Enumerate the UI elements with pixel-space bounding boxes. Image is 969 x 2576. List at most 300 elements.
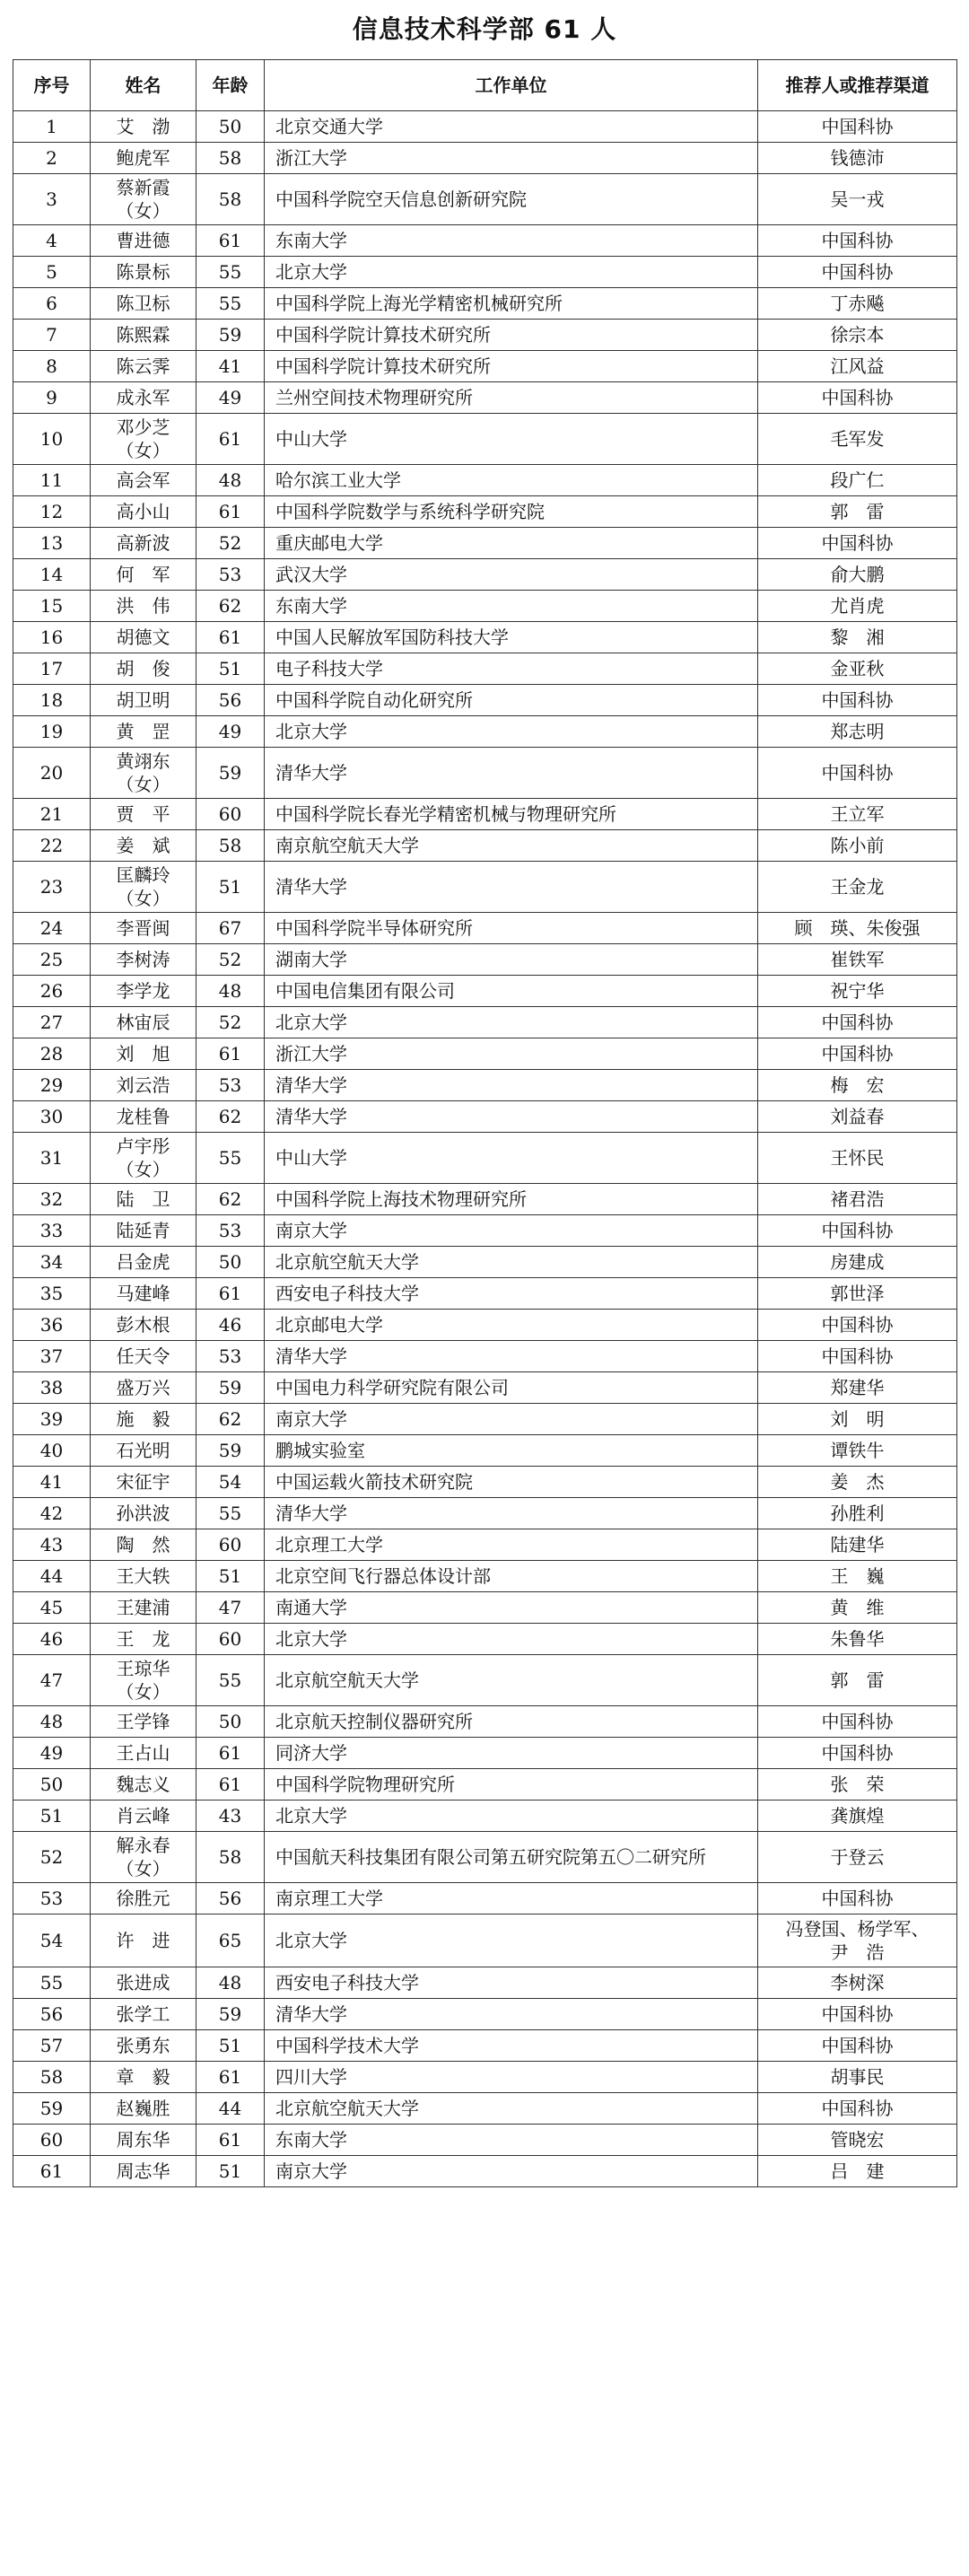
cell-unit: 北京大学 (265, 1624, 758, 1655)
cell-unit: 东南大学 (265, 225, 758, 257)
cell-name: 蔡新霞 （女） (91, 174, 196, 225)
cell-no: 33 (13, 1215, 91, 1247)
cell-no: 25 (13, 944, 91, 976)
cell-unit: 北京大学 (265, 716, 758, 748)
cell-age: 60 (196, 1624, 265, 1655)
cell-unit: 中国科学院数学与系统科学研究院 (265, 496, 758, 528)
table-row (13, 1738, 957, 1769)
cell-recommender: 黄 维 (758, 1592, 957, 1624)
cell-no: 37 (13, 1341, 91, 1372)
cell-name: 黄 罡 (91, 716, 196, 748)
cell-unit: 兰州空间技术物理研究所 (265, 382, 758, 414)
cell-no: 42 (13, 1498, 91, 1529)
cell-unit: 东南大学 (265, 591, 758, 622)
cell-name: 魏志义 (91, 1769, 196, 1801)
cell-unit: 北京航空航天大学 (265, 1247, 758, 1278)
table-row (13, 288, 957, 320)
cell-unit: 中国科学院自动化研究所 (265, 685, 758, 716)
table-row (13, 1038, 957, 1070)
cell-no: 32 (13, 1184, 91, 1215)
table-row (13, 225, 957, 257)
cell-recommender: 褚君浩 (758, 1184, 957, 1215)
cell-age: 51 (196, 1561, 265, 1592)
cell-age: 55 (196, 257, 265, 288)
cell-recommender: 中国科协 (758, 1706, 957, 1738)
cell-recommender: 陆建华 (758, 1529, 957, 1561)
cell-no: 22 (13, 830, 91, 862)
cell-no: 21 (13, 799, 91, 830)
cell-recommender: 丁赤飚 (758, 288, 957, 320)
cell-unit: 南京大学 (265, 2156, 758, 2187)
cell-unit: 中国科学院上海技术物理研究所 (265, 1184, 758, 1215)
header-age: 年龄 (196, 60, 265, 111)
table-row (13, 414, 957, 465)
cell-recommender: 中国科协 (758, 225, 957, 257)
table-row (13, 382, 957, 414)
cell-name: 艾 渤 (91, 111, 196, 143)
cell-no: 48 (13, 1706, 91, 1738)
cell-no: 8 (13, 351, 91, 382)
cell-unit: 中国航天科技集团有限公司第五研究院第五〇二研究所 (265, 1832, 758, 1883)
cell-age: 51 (196, 2156, 265, 2187)
table-row (13, 2125, 957, 2156)
cell-unit: 西安电子科技大学 (265, 1967, 758, 1999)
cell-age: 41 (196, 351, 265, 382)
cell-recommender: 孙胜利 (758, 1498, 957, 1529)
table-row (13, 1883, 957, 1914)
cell-recommender: 中国科协 (758, 748, 957, 799)
cell-name: 章 毅 (91, 2062, 196, 2093)
table-row (13, 1561, 957, 1592)
cell-no: 5 (13, 257, 91, 288)
cell-name: 赵巍胜 (91, 2093, 196, 2125)
table-row (13, 1278, 957, 1310)
cell-recommender: 祝宁华 (758, 976, 957, 1007)
cell-recommender: 中国科协 (758, 685, 957, 716)
members-table (13, 59, 957, 2187)
cell-age: 53 (196, 1341, 265, 1372)
table-row (13, 622, 957, 653)
cell-unit: 北京理工大学 (265, 1529, 758, 1561)
cell-age: 51 (196, 653, 265, 685)
table-row (13, 748, 957, 799)
cell-age: 62 (196, 1404, 265, 1435)
cell-age: 59 (196, 1372, 265, 1404)
cell-recommender: 刘益春 (758, 1101, 957, 1133)
cell-name: 肖云峰 (91, 1801, 196, 1832)
cell-name: 周东华 (91, 2125, 196, 2156)
cell-unit: 四川大学 (265, 2062, 758, 2093)
cell-recommender: 尤肖虎 (758, 591, 957, 622)
cell-name: 胡德文 (91, 622, 196, 653)
cell-no: 40 (13, 1435, 91, 1467)
cell-age: 58 (196, 174, 265, 225)
cell-name: 刘云浩 (91, 1070, 196, 1101)
table-row (13, 1801, 957, 1832)
table-row (13, 1706, 957, 1738)
table-row (13, 2093, 957, 2125)
cell-unit: 北京大学 (265, 1007, 758, 1038)
cell-no: 7 (13, 320, 91, 351)
cell-unit: 清华大学 (265, 862, 758, 913)
table-row (13, 1435, 957, 1467)
cell-unit: 湖南大学 (265, 944, 758, 976)
cell-name: 王琼华 （女） (91, 1655, 196, 1706)
cell-age: 61 (196, 622, 265, 653)
cell-no: 19 (13, 716, 91, 748)
cell-no: 38 (13, 1372, 91, 1404)
cell-recommender: 中国科协 (758, 1215, 957, 1247)
cell-age: 61 (196, 1278, 265, 1310)
cell-age: 65 (196, 1914, 265, 1967)
cell-unit: 中国科学院计算技术研究所 (265, 351, 758, 382)
table-row (13, 1101, 957, 1133)
cell-recommender: 胡事民 (758, 2062, 957, 2093)
cell-age: 47 (196, 1592, 265, 1624)
table-row (13, 351, 957, 382)
cell-name: 匡麟玲 （女） (91, 862, 196, 913)
cell-unit: 清华大学 (265, 1498, 758, 1529)
cell-recommender: 吕 建 (758, 2156, 957, 2187)
cell-no: 60 (13, 2125, 91, 2156)
cell-unit: 清华大学 (265, 748, 758, 799)
cell-no: 47 (13, 1655, 91, 1706)
table-row (13, 913, 957, 944)
cell-recommender: 刘 明 (758, 1404, 957, 1435)
cell-name: 胡 俊 (91, 653, 196, 685)
cell-age: 62 (196, 1184, 265, 1215)
cell-no: 6 (13, 288, 91, 320)
cell-name: 胡卫明 (91, 685, 196, 716)
cell-name: 解永春 （女） (91, 1832, 196, 1883)
cell-name: 成永军 (91, 382, 196, 414)
cell-age: 56 (196, 1883, 265, 1914)
cell-no: 50 (13, 1769, 91, 1801)
header-no: 序号 (13, 60, 91, 111)
cell-no: 20 (13, 748, 91, 799)
cell-name: 高小山 (91, 496, 196, 528)
cell-name: 贾 平 (91, 799, 196, 830)
cell-name: 王 龙 (91, 1624, 196, 1655)
cell-unit: 中国人民解放军国防科技大学 (265, 622, 758, 653)
cell-name: 宋征宇 (91, 1467, 196, 1498)
cell-name: 陈景标 (91, 257, 196, 288)
cell-recommender: 钱德沛 (758, 143, 957, 174)
cell-recommender: 金亚秋 (758, 653, 957, 685)
cell-no: 2 (13, 143, 91, 174)
cell-recommender: 冯登国、杨学军、 尹 浩 (758, 1914, 957, 1967)
cell-no: 44 (13, 1561, 91, 1592)
cell-name: 李树涛 (91, 944, 196, 976)
cell-recommender: 中国科协 (758, 382, 957, 414)
table-row (13, 1404, 957, 1435)
cell-name: 张进成 (91, 1967, 196, 1999)
cell-recommender: 毛军发 (758, 414, 957, 465)
cell-no: 12 (13, 496, 91, 528)
cell-no: 16 (13, 622, 91, 653)
cell-no: 1 (13, 111, 91, 143)
cell-recommender: 郑建华 (758, 1372, 957, 1404)
cell-name: 陈云霁 (91, 351, 196, 382)
cell-no: 26 (13, 976, 91, 1007)
cell-unit: 清华大学 (265, 1070, 758, 1101)
cell-no: 11 (13, 465, 91, 496)
cell-age: 52 (196, 1007, 265, 1038)
cell-age: 61 (196, 1038, 265, 1070)
cell-recommender: 中国科协 (758, 1883, 957, 1914)
header-name: 姓名 (91, 60, 196, 111)
table-row (13, 528, 957, 559)
table-row (13, 1467, 957, 1498)
cell-age: 50 (196, 111, 265, 143)
cell-unit: 中国运载火箭技术研究院 (265, 1467, 758, 1498)
cell-age: 61 (196, 1738, 265, 1769)
cell-name: 高会军 (91, 465, 196, 496)
cell-age: 48 (196, 1967, 265, 1999)
cell-no: 55 (13, 1967, 91, 1999)
cell-age: 49 (196, 716, 265, 748)
cell-unit: 北京大学 (265, 1914, 758, 1967)
cell-name: 王占山 (91, 1738, 196, 1769)
cell-unit: 北京大学 (265, 257, 758, 288)
cell-recommender: 于登云 (758, 1832, 957, 1883)
cell-age: 53 (196, 559, 265, 591)
cell-unit: 中国电力科学研究院有限公司 (265, 1372, 758, 1404)
table-row (13, 257, 957, 288)
cell-unit: 清华大学 (265, 1999, 758, 2030)
cell-unit: 中山大学 (265, 1133, 758, 1184)
cell-age: 53 (196, 1215, 265, 1247)
cell-unit: 南京理工大学 (265, 1883, 758, 1914)
cell-age: 59 (196, 748, 265, 799)
cell-recommender: 中国科协 (758, 1341, 957, 1372)
table-row (13, 1914, 957, 1967)
cell-unit: 哈尔滨工业大学 (265, 465, 758, 496)
cell-age: 62 (196, 591, 265, 622)
cell-unit: 重庆邮电大学 (265, 528, 758, 559)
cell-unit: 南京大学 (265, 1215, 758, 1247)
cell-age: 48 (196, 976, 265, 1007)
cell-age: 59 (196, 1435, 265, 1467)
cell-age: 61 (196, 1769, 265, 1801)
cell-recommender: 中国科协 (758, 2030, 957, 2062)
table-row (13, 1341, 957, 1372)
cell-no: 34 (13, 1247, 91, 1278)
cell-age: 55 (196, 288, 265, 320)
cell-name: 王建浦 (91, 1592, 196, 1624)
table-row (13, 1967, 957, 1999)
table-row (13, 830, 957, 862)
cell-recommender: 江风益 (758, 351, 957, 382)
cell-no: 51 (13, 1801, 91, 1832)
header-unit: 工作单位 (265, 60, 758, 111)
cell-recommender: 崔铁军 (758, 944, 957, 976)
cell-name: 何 军 (91, 559, 196, 591)
cell-unit: 中山大学 (265, 414, 758, 465)
cell-name: 刘 旭 (91, 1038, 196, 1070)
cell-age: 53 (196, 1070, 265, 1101)
cell-age: 52 (196, 944, 265, 976)
table-row (13, 976, 957, 1007)
cell-no: 3 (13, 174, 91, 225)
cell-age: 50 (196, 1706, 265, 1738)
table-header-row (13, 60, 957, 111)
table-row (13, 1007, 957, 1038)
cell-name: 张学工 (91, 1999, 196, 2030)
cell-age: 51 (196, 862, 265, 913)
cell-no: 10 (13, 414, 91, 465)
cell-unit: 中国科学院半导体研究所 (265, 913, 758, 944)
cell-unit: 中国科学院计算技术研究所 (265, 320, 758, 351)
cell-age: 49 (196, 382, 265, 414)
table-row (13, 1498, 957, 1529)
table-row (13, 716, 957, 748)
cell-recommender: 王 巍 (758, 1561, 957, 1592)
table-row (13, 685, 957, 716)
cell-unit: 鹏城实验室 (265, 1435, 758, 1467)
cell-no: 59 (13, 2093, 91, 2125)
cell-name: 马建峰 (91, 1278, 196, 1310)
table-row (13, 1247, 957, 1278)
table-row (13, 1215, 957, 1247)
cell-age: 55 (196, 1133, 265, 1184)
cell-name: 陈卫标 (91, 288, 196, 320)
cell-recommender: 中国科协 (758, 528, 957, 559)
cell-recommender: 王怀民 (758, 1133, 957, 1184)
cell-no: 30 (13, 1101, 91, 1133)
table-row (13, 1832, 957, 1883)
cell-name: 高新波 (91, 528, 196, 559)
cell-recommender: 王立军 (758, 799, 957, 830)
cell-name: 鲍虎军 (91, 143, 196, 174)
cell-name: 曹进德 (91, 225, 196, 257)
cell-age: 61 (196, 225, 265, 257)
cell-no: 15 (13, 591, 91, 622)
cell-unit: 北京邮电大学 (265, 1310, 758, 1341)
cell-unit: 北京航天控制仪器研究所 (265, 1706, 758, 1738)
cell-name: 徐胜元 (91, 1883, 196, 1914)
cell-recommender: 张 荣 (758, 1769, 957, 1801)
cell-age: 43 (196, 1801, 265, 1832)
cell-no: 9 (13, 382, 91, 414)
cell-no: 53 (13, 1883, 91, 1914)
cell-recommender: 中国科协 (758, 2093, 957, 2125)
table-row (13, 591, 957, 622)
cell-age: 52 (196, 528, 265, 559)
table-row (13, 2156, 957, 2187)
cell-age: 59 (196, 320, 265, 351)
cell-recommender: 吴一戎 (758, 174, 957, 225)
cell-name: 王大轶 (91, 1561, 196, 1592)
cell-age: 56 (196, 685, 265, 716)
header-recommender: 推荐人或推荐渠道 (758, 60, 957, 111)
cell-recommender: 中国科协 (758, 111, 957, 143)
cell-recommender: 顾 瑛、朱俊强 (758, 913, 957, 944)
cell-unit: 北京空间飞行器总体设计部 (265, 1561, 758, 1592)
cell-age: 67 (196, 913, 265, 944)
cell-name: 彭木根 (91, 1310, 196, 1341)
table-row (13, 143, 957, 174)
cell-no: 57 (13, 2030, 91, 2062)
cell-unit: 电子科技大学 (265, 653, 758, 685)
cell-age: 59 (196, 1999, 265, 2030)
table-row (13, 944, 957, 976)
cell-no: 39 (13, 1404, 91, 1435)
cell-age: 58 (196, 143, 265, 174)
table-row (13, 862, 957, 913)
cell-age: 58 (196, 1832, 265, 1883)
table-row (13, 1372, 957, 1404)
cell-name: 李晋闽 (91, 913, 196, 944)
cell-recommender: 郭世泽 (758, 1278, 957, 1310)
cell-recommender: 姜 杰 (758, 1467, 957, 1498)
cell-name: 陶 然 (91, 1529, 196, 1561)
cell-recommender: 管晓宏 (758, 2125, 957, 2156)
cell-name: 王学锋 (91, 1706, 196, 1738)
cell-no: 36 (13, 1310, 91, 1341)
cell-recommender: 谭铁牛 (758, 1435, 957, 1467)
cell-no: 23 (13, 862, 91, 913)
cell-unit: 中国电信集团有限公司 (265, 976, 758, 1007)
cell-no: 45 (13, 1592, 91, 1624)
cell-name: 施 毅 (91, 1404, 196, 1435)
cell-unit: 武汉大学 (265, 559, 758, 591)
table-row (13, 1655, 957, 1706)
cell-recommender: 黎 湘 (758, 622, 957, 653)
cell-name: 张勇东 (91, 2030, 196, 2062)
cell-recommender: 中国科协 (758, 1310, 957, 1341)
cell-name: 龙桂鲁 (91, 1101, 196, 1133)
cell-unit: 南京航空航天大学 (265, 830, 758, 862)
table-row (13, 653, 957, 685)
cell-name: 陆延青 (91, 1215, 196, 1247)
cell-unit: 北京航空航天大学 (265, 2093, 758, 2125)
cell-name: 姜 斌 (91, 830, 196, 862)
cell-age: 46 (196, 1310, 265, 1341)
cell-name: 林宙辰 (91, 1007, 196, 1038)
cell-name: 陆 卫 (91, 1184, 196, 1215)
cell-unit: 中国科学院上海光学精密机械研究所 (265, 288, 758, 320)
cell-no: 29 (13, 1070, 91, 1101)
cell-no: 27 (13, 1007, 91, 1038)
cell-unit: 清华大学 (265, 1341, 758, 1372)
cell-recommender: 段广仁 (758, 465, 957, 496)
table-row (13, 1529, 957, 1561)
cell-recommender: 中国科协 (758, 1738, 957, 1769)
cell-no: 43 (13, 1529, 91, 1561)
cell-recommender: 房建成 (758, 1247, 957, 1278)
cell-age: 61 (196, 414, 265, 465)
cell-no: 58 (13, 2062, 91, 2093)
cell-age: 60 (196, 799, 265, 830)
table-row (13, 799, 957, 830)
cell-unit: 同济大学 (265, 1738, 758, 1769)
cell-no: 41 (13, 1467, 91, 1498)
table-row (13, 559, 957, 591)
cell-unit: 北京交通大学 (265, 111, 758, 143)
cell-no: 14 (13, 559, 91, 591)
cell-no: 61 (13, 2156, 91, 2187)
cell-recommender: 俞大鹏 (758, 559, 957, 591)
cell-name: 洪 伟 (91, 591, 196, 622)
cell-recommender: 朱鲁华 (758, 1624, 957, 1655)
cell-name: 邓少芝 （女） (91, 414, 196, 465)
cell-no: 13 (13, 528, 91, 559)
table-row (13, 1769, 957, 1801)
cell-no: 54 (13, 1914, 91, 1967)
cell-recommender: 李树深 (758, 1967, 957, 1999)
cell-recommender: 王金龙 (758, 862, 957, 913)
